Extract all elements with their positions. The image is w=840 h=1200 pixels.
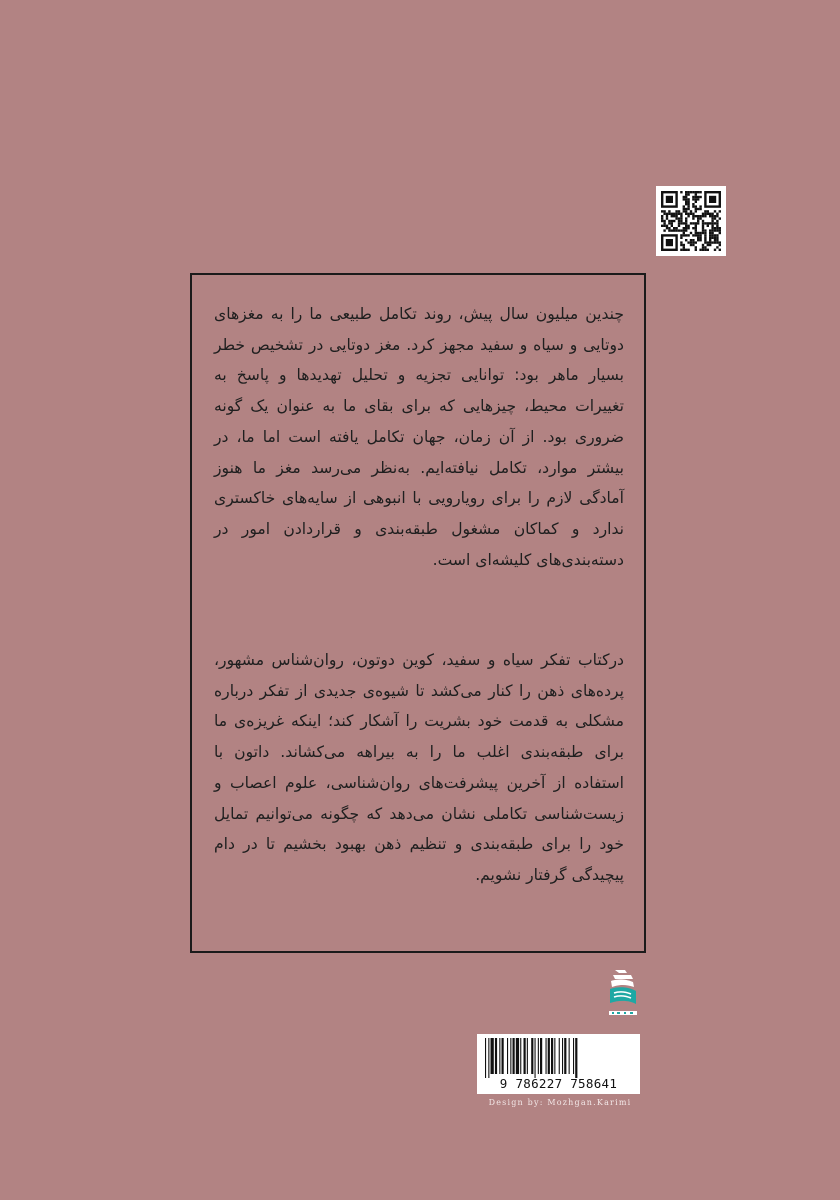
qr-code-icon — [656, 186, 726, 256]
design-credit: Design by: Mozhgan.Karimi — [488, 1098, 632, 1107]
isbn-barcode — [477, 1034, 640, 1094]
isbn-number: 9 786227 758641 — [499, 1076, 618, 1091]
blurb-paragraph-1: چندین میلیون سال پیش، روند تکامل طبیعی ما را به مغزهای دوتایی و سیاه و سفید مجهز کرد. مغز دوتایی در تشخیص خطر بسیار ماهر بود: توانایی تجزیه و تحلیل تهدیدها و پاسخ به تغییرات محیط، چیزهایی که برای بقای ما به عنوان یک گونه ضروری بود. از آن زمان، جهان تکامل یافته است اما ما، در بیشتر موارد، تکامل نیافته‌ایم. به‌نظر می‌رسد مغز ما هنوز آمادگی لازم را برای رویارویی با انبوهی از سایه‌های خاکستری ندارد و کماکان مشغول طبقه‌بندی و قراردادن امور در دسته‌بندی‌های کلیشه‌ای است. — [214, 305, 624, 569]
publisher-logo-icon — [607, 968, 639, 1018]
blurb-frame — [190, 273, 646, 953]
blurb-paragraph-2: درکتاب تفکر سیاه و سفید، کوین دوتون، روان‌شناس مشهور، پرده‌های ذهن را کنار می‌کشد تا شیوه‌ی جدیدی از تفکر درباره مشکلی به قدمت خود بشریت را آشکار کند؛ اینکه غریزه‌ی ما برای طبقه‌بندی اغلب ما را به بیراهه می‌کشاند. داتون با استفاده از آخرین پیشرفت‌های روان‌شناسی، علوم اعصاب و زیست‌شناسی تکاملی نشان می‌دهد که چگونه می‌توانیم تمایل خود را برای طبقه‌بندی و تنظیم ذهن بهبود بخشیم تا در دام پیچیدگی گرفتار نشویم. — [214, 651, 624, 884]
